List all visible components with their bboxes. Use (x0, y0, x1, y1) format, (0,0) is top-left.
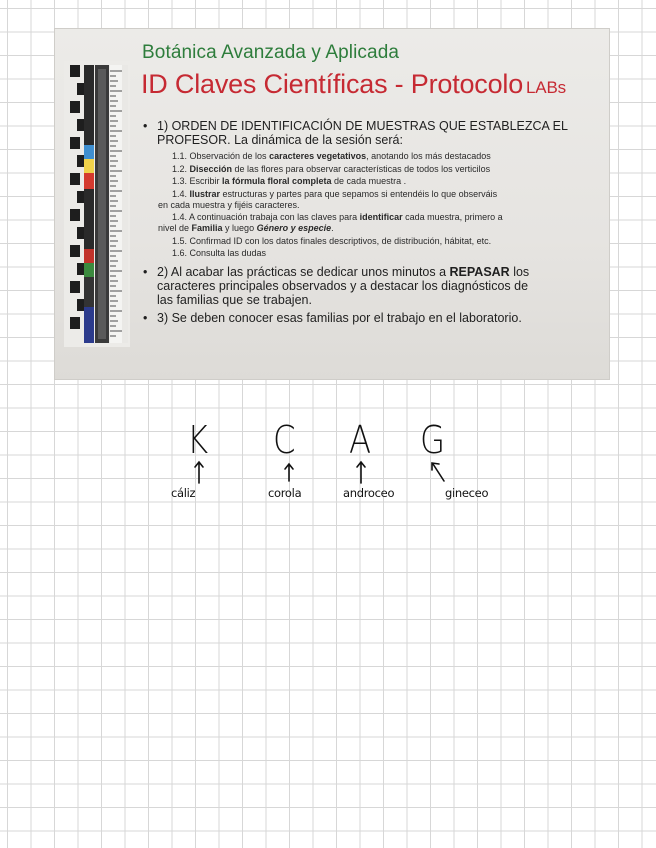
bullet-2-line-2: caracteres principales observados y a destacar los diagnósticos de (157, 279, 529, 293)
note-label-gineceo: gineceo (445, 486, 489, 500)
subtitle-main: ID Claves Científicas - Protocolo (141, 69, 524, 99)
subtitle-small: LABs (526, 78, 566, 97)
step-bold: Ilustrar (189, 188, 221, 199)
step-bold: identificar (359, 212, 403, 222)
step-item: 1.6. Consulta las dudas (172, 248, 267, 258)
note-letter-k: K (187, 418, 209, 462)
arrow-up-left-icon (428, 460, 448, 484)
step-text: y luego (222, 223, 257, 233)
step-item (141, 176, 603, 187)
step-item (141, 151, 603, 162)
step-text: cada muestra, primero a (402, 212, 503, 222)
step-text: de las flores para observar características de todos los verticilos (232, 163, 491, 174)
step-text-line-2 (158, 223, 603, 234)
arrow-up-icon (282, 462, 296, 482)
slide-title: Botánica Avanzada y Aplicada (142, 42, 400, 63)
step-text: estructuras y partes para que sepamos si entendéis lo que observáis (220, 188, 498, 199)
step-item (141, 164, 603, 175)
note-label-caliz: cáliz (171, 486, 196, 500)
bullet-1-line-2: PROFESOR. La dinámica de la sesión será: (157, 133, 403, 147)
step-text: . (331, 223, 334, 233)
step-bold: Familia (191, 223, 223, 233)
slide-content (141, 119, 603, 329)
bullet-2-bold: REPASAR (449, 265, 510, 279)
slide-photo (55, 29, 609, 379)
bullet-2-text: 2) Al acabar las prácticas se dedicar unos minutos a (157, 265, 450, 279)
step-bold: la fórmula floral completa (222, 176, 332, 186)
step-text: 1.4. (172, 188, 190, 199)
note-letter-g: G (420, 418, 446, 462)
step-item (141, 189, 603, 211)
slide-subtitle (141, 69, 566, 100)
arrow-up-icon (192, 460, 206, 484)
note-letter-a: A (349, 418, 372, 462)
step-bold: Disección (189, 163, 233, 174)
step-text: nivel de (158, 223, 192, 233)
step-text: 1.1. Observación de los (172, 151, 270, 161)
bullet-2-line-3: las familias que se trabajen. (157, 293, 312, 307)
step-bold: caracteres vegetativos (269, 151, 367, 161)
bullet-1 (141, 119, 603, 147)
bullet-2-text: los (509, 265, 530, 279)
step-item (141, 212, 603, 234)
note-letter-c: C (273, 418, 296, 462)
bullet-1-line-1: 1) ORDEN DE IDENTIFICACIÓN DE MUESTRAS QUE ESTABLEZCA EL (157, 119, 568, 133)
bullet-3: • 3) Se deben conocer esas familias por el trabajo en el laboratorio. (141, 311, 603, 325)
step-text: 1.3. Escribir (172, 176, 223, 186)
step-text-line-2: en cada muestra y fijéis caracteres. (158, 199, 300, 210)
step-text: de cada muestra . (331, 176, 407, 186)
arrow-up-icon (354, 460, 368, 484)
step-list (141, 151, 603, 259)
note-label-androceo: androceo (343, 486, 395, 500)
bullet-2 (141, 265, 603, 307)
step-bold-italic: Género y especie (256, 223, 332, 233)
step-text: 1.2. (172, 163, 190, 174)
step-text: , anotando los más destacados (366, 151, 491, 161)
step-text: 1.4. A continuación trabaja con las claves para (172, 212, 360, 222)
scale-ruler-icon (64, 61, 130, 347)
note-label-corola: corola (268, 486, 302, 500)
step-item: 1.5. Confirmad ID con los datos finales descriptivos, de distribución, hábitat, etc. (172, 235, 492, 246)
